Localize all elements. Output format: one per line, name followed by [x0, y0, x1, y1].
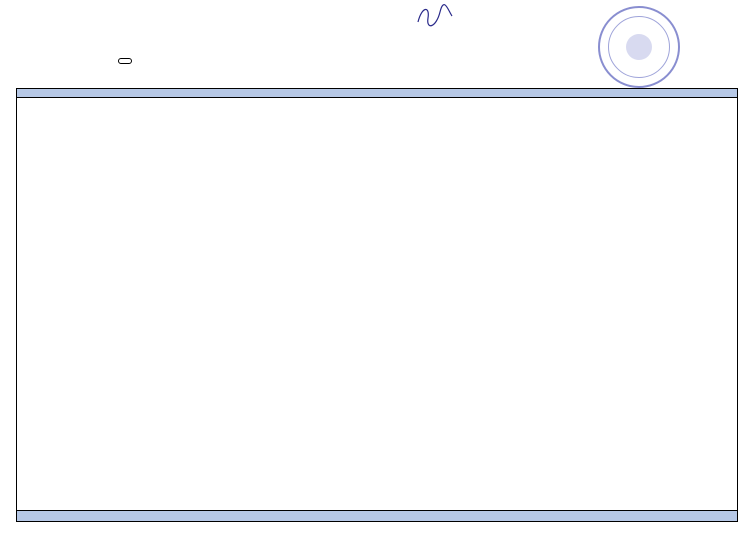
- document-number: [118, 58, 132, 64]
- cabinet-footer-row: [17, 510, 737, 521]
- timetable-grid: [16, 88, 738, 522]
- official-stamp: [598, 6, 680, 88]
- signature: [414, 2, 454, 32]
- class-header-row: [17, 89, 737, 98]
